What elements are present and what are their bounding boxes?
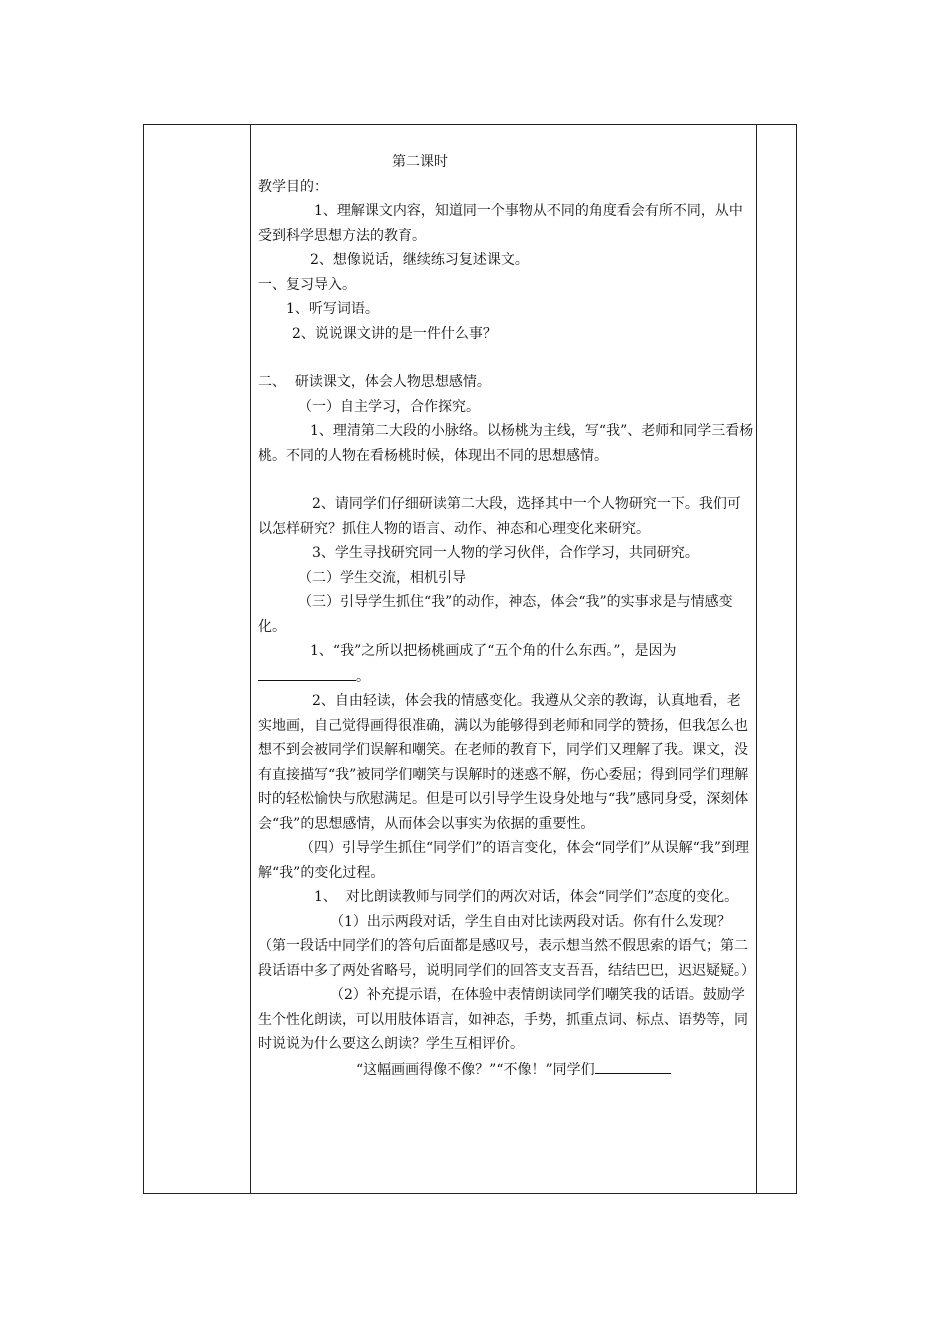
lesson-content xyxy=(258,150,754,1082)
paragraph-text: 2、自由轻读，体会我的情感变化。我遵从父亲的教诲，认真地看，老实地画，自己觉得画得很准确，满以为能够得到老师和同学的赞扬，但我怎么也想不到会被同学们误解和嘲笑。在老师的教育下，同学们又理解了我。课文，没有直接描写“我”被同学们嘲笑与误解时的迷惑不解，伤心委屈；得到同学们理解时的轻松愉快与欣慰满足。但是可以引导学生设身处地与“我”感同身受，深刻体会“我”的思想感情，从而体会以事实为依据的重要性。 xyxy=(258,693,749,832)
lesson-title: 第二课时 xyxy=(392,154,448,170)
lesson-paragraph xyxy=(258,689,754,836)
lesson-paragraph xyxy=(258,541,754,566)
paragraph-text: 教学目的： xyxy=(258,178,328,195)
paragraph-text: 2、说说课文讲的是一件什么事？ xyxy=(292,325,497,342)
lesson-paragraph xyxy=(258,590,754,639)
blank-line xyxy=(258,468,754,492)
paragraph-text: “这幅画画得像不像？”“不像！”同学们 xyxy=(356,1061,595,1078)
paragraph-text: 1、理清第二大段的小脉络。以杨桃为主线，写“我”、老师和同学三看杨桃。不同的人物在看杨桃时候，体现出不同的思想感情。 xyxy=(258,423,754,464)
lesson-paragraph xyxy=(258,566,754,591)
fill-in-blank xyxy=(258,664,356,681)
paragraph-text: 二、 研读课文，体会人物思想感情。 xyxy=(258,374,491,390)
lesson-paragraph xyxy=(258,983,754,1057)
fill-in-blank xyxy=(595,1057,671,1074)
lesson-paragraph xyxy=(258,395,754,420)
lesson-paragraph xyxy=(258,199,754,248)
paragraph-text: 1、 对比朗读教师与同学们的两次对话，体会“同学们”态度的变化。 xyxy=(314,889,739,905)
lesson-paragraph xyxy=(258,175,754,200)
column-divider-right xyxy=(756,125,757,1193)
lesson-paragraph xyxy=(258,836,754,885)
lesson-paragraph xyxy=(258,419,754,468)
paragraph-text: （三）引导学生抓住“我”的动作，神态，体会“我”的实事求是与情感变化。 xyxy=(258,594,733,635)
paragraph-list xyxy=(258,175,754,1083)
lesson-paragraph xyxy=(258,322,754,347)
lesson-paragraph xyxy=(258,492,754,541)
paragraph-text: （2）补充提示语，在体验中表情朗读同学们嘲笑我的话语。鼓励学生个性化朗读，可以用肢体语言，如神态，手势，抓重点词、标点、语势等，同时说说为什么要这么朗读？学生互相评价。 xyxy=(258,987,748,1052)
paragraph-text: （二）学生交流，相机引导 xyxy=(298,569,466,586)
lesson-paragraph xyxy=(258,248,754,273)
lesson-paragraph xyxy=(258,910,754,984)
lesson-paragraph xyxy=(258,885,754,910)
lesson-paragraph xyxy=(258,297,754,322)
paragraph-text: 一、复习导入。 xyxy=(258,276,356,293)
lesson-paragraph xyxy=(258,273,754,298)
lesson-paragraph xyxy=(258,639,754,689)
paragraph-text: 2、请同学们仔细研读第二大段，选择其中一个人物研究一下。我们可以怎样研究？抓住人物的语言、动作、神态和心理变化来研究。 xyxy=(258,496,741,537)
column-divider-left xyxy=(250,125,251,1193)
paragraph-text: （一）自主学习，合作探究。 xyxy=(298,398,480,415)
paragraph-text: 1、听写词语。 xyxy=(286,301,379,317)
paragraph-text: 1、“我”之所以把杨桃画成了“五个角的什么东西。”，是因为 xyxy=(310,643,677,659)
paragraph-text: 3、学生寻找研究同一人物的学习伙伴，合作学习，共同研究。 xyxy=(312,545,699,561)
paragraph-text: 2、想像说话，继续练习复述课文。 xyxy=(310,252,529,268)
lesson-paragraph xyxy=(258,370,754,395)
paragraph-text: 1、理解课文内容，知道同一个事物从不同的角度看会有所不同，从中受到科学思想方法的教育。 xyxy=(258,203,743,244)
paragraph-text: （1）出示两段对话，学生自由对比读两段对话。你有什么发现？（第一段话中同学们的答句后面都是感叹号，表示想当然不假思索的语气；第二段话语中多了两处省略号，说明同学们的回答支支吾吾，结结巴巴，迟迟疑疑。） xyxy=(258,913,755,979)
blank-line xyxy=(258,346,754,370)
lesson-paragraph xyxy=(258,1057,754,1083)
paragraph-text: （四）引导学生抓住“同学们”的语言变化，体会“同学们”从误解“我”到理解“我”的变化过程。 xyxy=(258,840,749,881)
paragraph-tail: 。 xyxy=(356,668,370,685)
